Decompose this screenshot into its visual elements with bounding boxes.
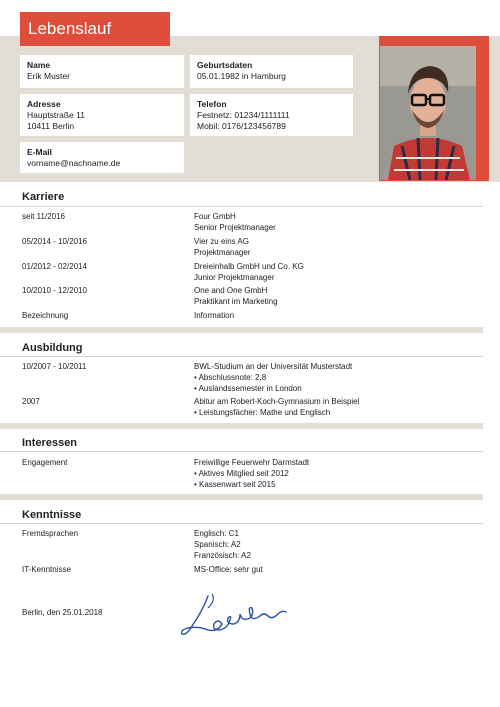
address-label: Adresse [27, 99, 61, 109]
skill-info [194, 528, 251, 561]
section-title-interessen: Interessen [22, 437, 78, 449]
education-date: 2007 [22, 397, 40, 406]
phone-line2: Mobil: 0176/123456789 [197, 121, 286, 131]
divider [0, 523, 483, 524]
email-label: E-Mail [27, 147, 53, 157]
career-info [194, 310, 234, 321]
section-title-karriere: Karriere [22, 191, 65, 203]
career-line: Praktikant im Marketing [194, 297, 278, 306]
education-line: • Abschlussnote: 2,8 [194, 373, 267, 382]
name-box [20, 55, 184, 88]
section-separator [0, 327, 483, 333]
career-line: One and One GmbH [194, 286, 268, 295]
career-line: Projektmanager [194, 248, 251, 257]
interest-line: Freiwillige Feuerwehr Darmstadt [194, 458, 310, 467]
education-line: BWL-Studium an der Universität Musterstadt [194, 362, 353, 371]
divider [0, 206, 483, 207]
education-line: Abitur am Robert-Koch-Gymnasium in Beispiel [194, 397, 360, 406]
education-line: • Leistungsfächer: Mathe und Englisch [194, 408, 331, 417]
career-line: Junior Projektmanager [194, 273, 275, 282]
career-date: Bezeichnung [22, 311, 69, 320]
career-line: Dreieinhalb GmbH und Co. KG [194, 262, 304, 271]
skill-line: Französisch: A2 [194, 551, 251, 560]
career-date: 05/2014 - 10/2016 [22, 237, 87, 246]
section-title-ausbildung: Ausbildung [22, 342, 83, 354]
section-title-kenntnisse: Kenntnisse [22, 509, 82, 521]
divider [0, 451, 483, 452]
place-date: Berlin, den 25.01.2018 [22, 608, 103, 617]
address-line2: 10411 Berlin [27, 121, 75, 131]
divider [0, 356, 483, 357]
name-label: Name [27, 60, 51, 70]
career-date: seit 11/2016 [22, 212, 65, 221]
email-box [20, 142, 184, 173]
signature [178, 588, 288, 642]
skill-info [194, 564, 263, 575]
career-info [194, 285, 278, 307]
career-info [194, 261, 304, 283]
career-line: Four GmbH [194, 212, 236, 221]
career-info [194, 236, 250, 258]
career-line: Information [194, 311, 235, 320]
birth-value: 05.01.1982 in Hamburg [197, 71, 286, 81]
interest-line: • Aktives Mitglied seit 2012 [194, 469, 289, 478]
email-value: vorname@nachname.de [27, 158, 121, 168]
career-line: Vier zu eins AG [194, 237, 249, 246]
career-line: Senior Projektmanager [194, 223, 276, 232]
birth-label: Geburtsdaten [197, 60, 253, 70]
phone-label: Telefon [197, 99, 227, 109]
interest-info [194, 457, 309, 490]
career-date: 10/2010 - 12/2010 [22, 286, 87, 295]
profile-photo [380, 46, 476, 180]
birth-box [190, 55, 353, 88]
section-separator [0, 494, 483, 500]
phone-line1: Festnetz: 01234/1111111 [197, 110, 290, 120]
career-info [194, 211, 276, 233]
education-date: 10/2007 - 10/2011 [22, 362, 87, 371]
address-box [20, 94, 184, 136]
section-separator [0, 423, 483, 429]
education-info [194, 361, 352, 394]
page-title: Lebenslauf [20, 12, 170, 46]
interest-label: Engagement [22, 458, 68, 467]
skill-label: IT-Kenntnisse [22, 565, 71, 574]
skill-line: Englisch: C1 [194, 529, 239, 538]
skill-line: MS-Office: sehr gut [194, 565, 263, 574]
address-line1: Hauptstraße 11 [27, 110, 85, 120]
skill-line: Spanisch: A2 [194, 540, 241, 549]
education-info [194, 396, 359, 418]
interest-line: • Kassenwart seit 2015 [194, 480, 276, 489]
skill-label: Fremdsprachen [22, 529, 79, 538]
education-line: • Auslandssemester in London [194, 384, 302, 393]
name-value: Erik Muster [27, 71, 70, 81]
phone-box [190, 94, 353, 136]
career-date: 01/2012 - 02/2014 [22, 262, 87, 271]
